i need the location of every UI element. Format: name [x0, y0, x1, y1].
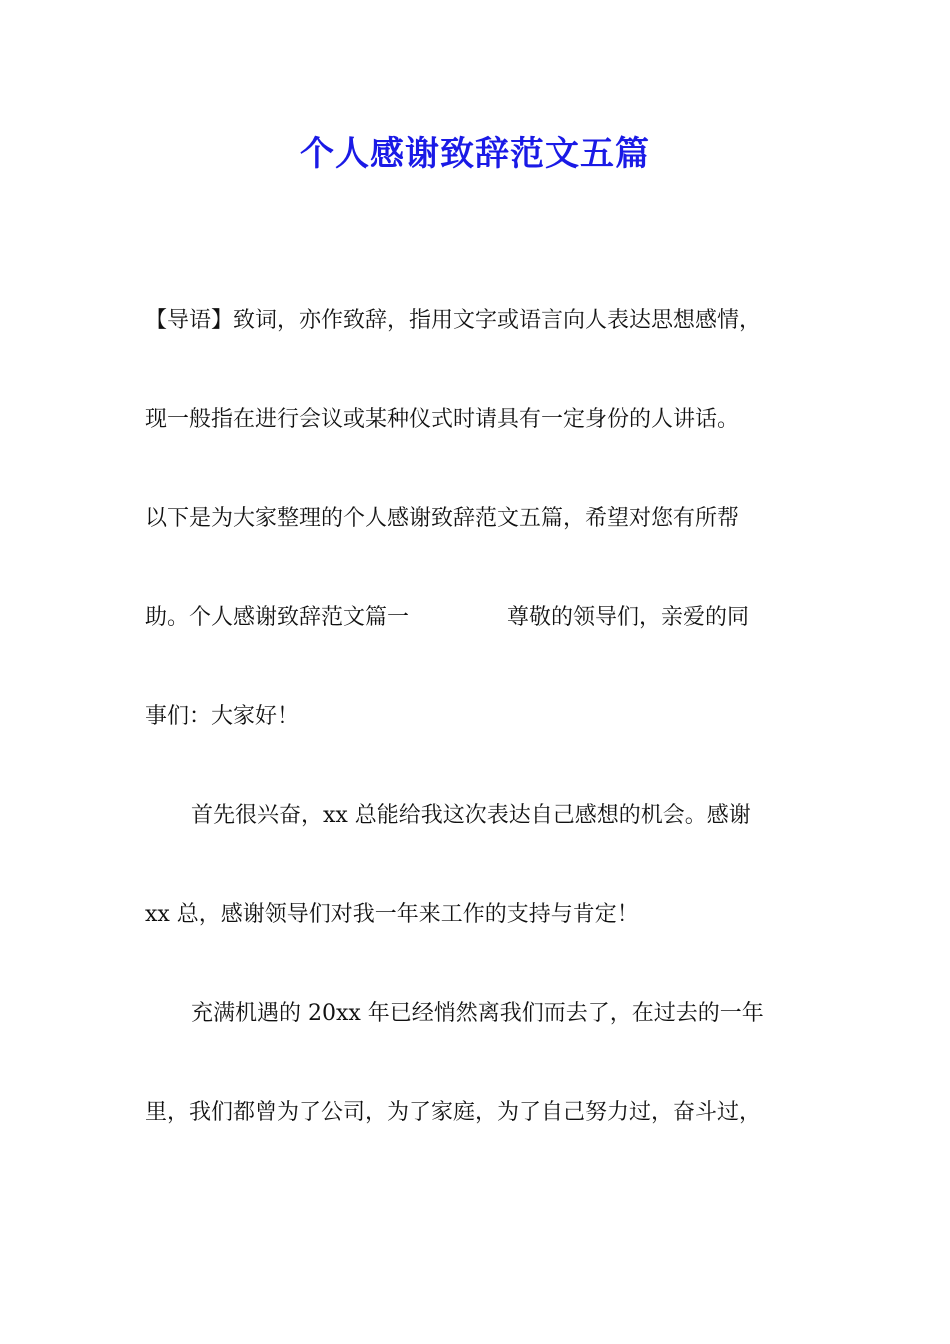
text-line-5: 事们：大家好！ [145, 704, 300, 729]
document-title: 个人感谢致辞范文五篇 [300, 134, 650, 174]
text-line-8: 充满机遇的 20xx 年已经悄然离我们而去了，在过去的一年 [191, 1001, 764, 1026]
text-line-7: xx 总，感谢领导们对我一年来工作的支持与肯定！ [145, 902, 639, 927]
text-line-4 [145, 589, 835, 688]
text-line-1: 【导语】致词，亦作致辞，指用文字或语言向人表达思想感情， [145, 308, 762, 333]
text-line-4-part-1: 助。个人感谢致辞范文篇一 [145, 605, 410, 630]
text-line-3: 以下是为大家整理的个人感谢致辞范文五篇，希望对您有所帮 [145, 506, 740, 531]
document-body [145, 292, 835, 1183]
text-line-4-part-2: 尊敬的领导们，亲爱的同 [507, 605, 750, 630]
text-line-9: 里，我们都曾为了公司，为了家庭，为了自己努力过，奋斗过， [145, 1100, 762, 1125]
text-line-2: 现一般指在进行会议或某种仪式时请具有一定身份的人讲话。 [145, 407, 740, 432]
text-line-6: 首先很兴奋，xx 总能给我这次表达自己感想的机会。感谢 [191, 803, 751, 828]
